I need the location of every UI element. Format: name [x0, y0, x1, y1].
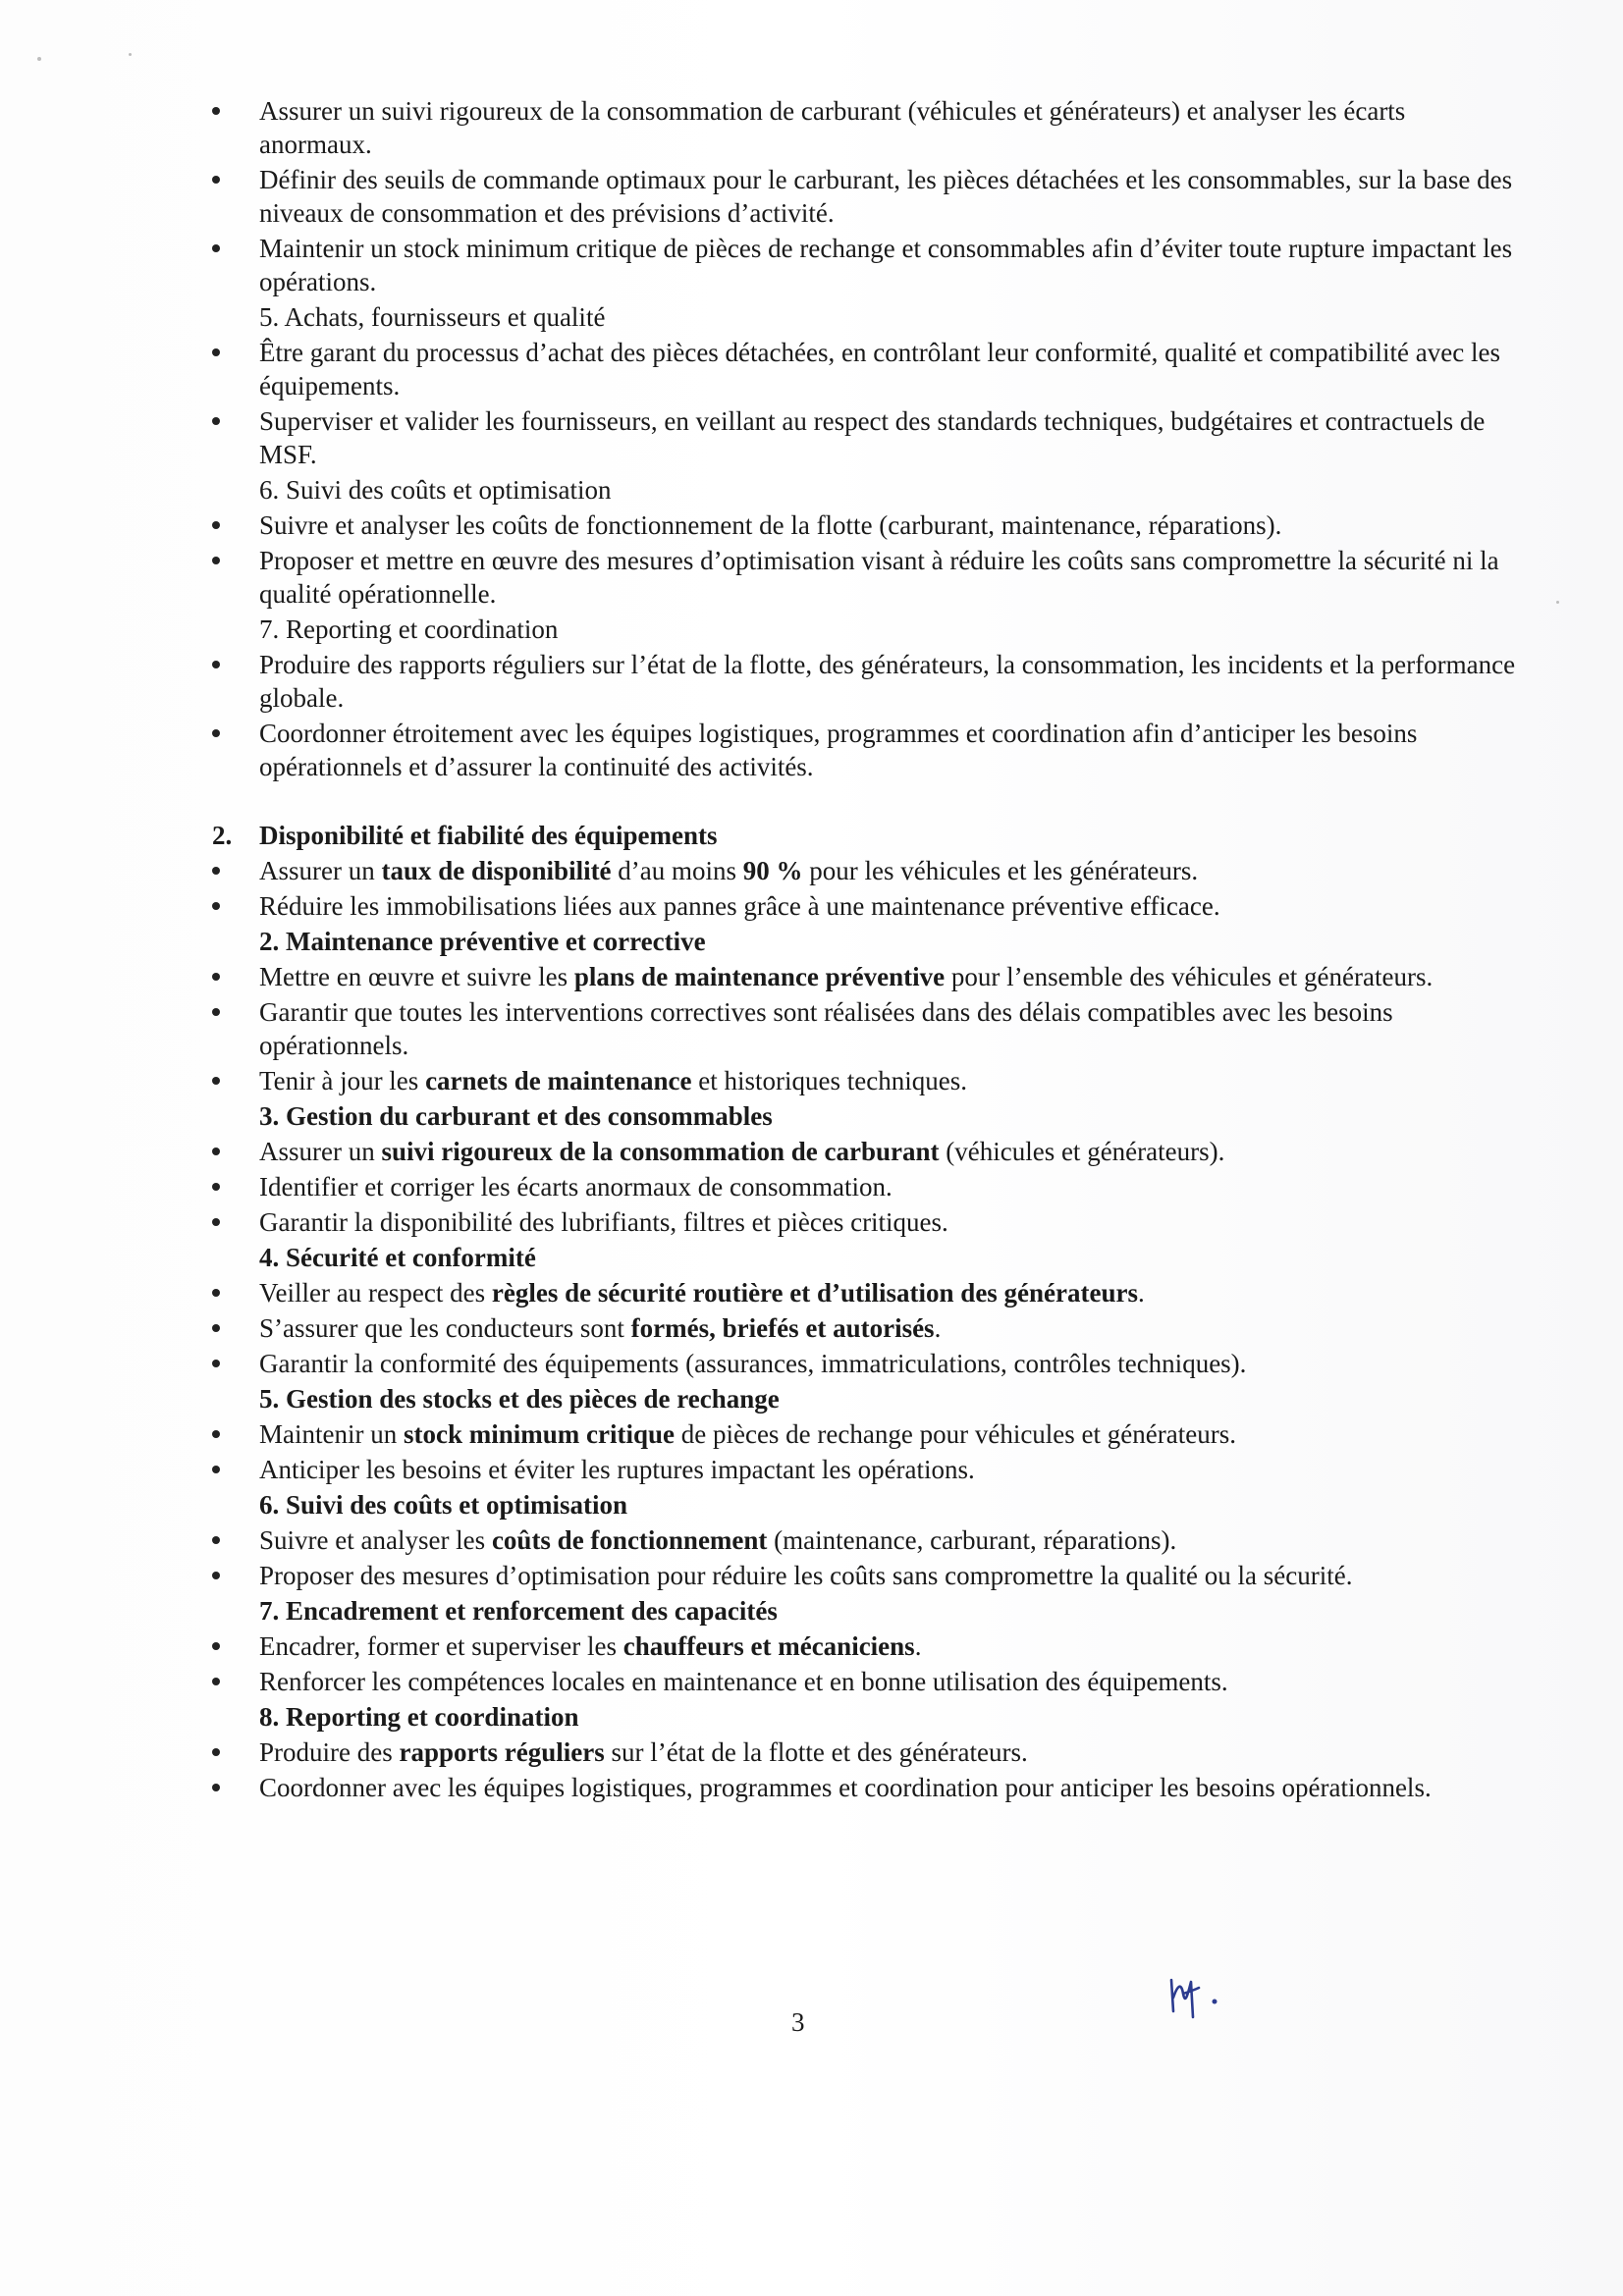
- bullet-item: [212, 1523, 1518, 1557]
- bullet-dot: [212, 1536, 220, 1544]
- subsection-heading: [212, 1594, 1518, 1628]
- bullet-dot: [212, 1784, 220, 1791]
- bullet-item: [212, 960, 1518, 993]
- subsection-heading: [212, 1382, 1518, 1415]
- item-text: Garantir que toutes les interventions correctives sont réalisées dans des délais compatibles avec les besoins opérationnels.: [259, 997, 1393, 1060]
- scan-speck: [1556, 601, 1559, 604]
- bullet-item: [212, 1665, 1518, 1698]
- section-number: 2.: [212, 821, 233, 850]
- item-text: Coordonner avec les équipes logistiques, programmes et coordination pour anticiper les besoins opérationnels.: [259, 1773, 1432, 1802]
- item-text: de pièces de rechange pour véhicules et générateurs.: [674, 1419, 1236, 1449]
- bullet-item: [212, 404, 1518, 471]
- bullet-dot: [212, 1218, 220, 1226]
- bullet-dot: [212, 417, 220, 425]
- item-text: .: [934, 1313, 942, 1343]
- bullet-item: [212, 889, 1518, 923]
- scan-speck: [37, 57, 41, 61]
- emphasis-text: rapports réguliers: [399, 1737, 605, 1767]
- item-text: Produire des rapports réguliers sur l’état de la flotte, des générateurs, la consommation, les incidents et la performance globale.: [259, 650, 1516, 713]
- bullet-dot: [212, 348, 220, 356]
- bullet-item: [212, 995, 1518, 1062]
- bullet-dot: [212, 521, 220, 529]
- bullet-item: [212, 854, 1518, 887]
- item-text: Garantir la conformité des équipements (assurances, immatriculations, contrôles techniques).: [259, 1349, 1247, 1378]
- item-text: Proposer des mesures d’optimisation pour réduire les coûts sans compromettre la qualité ou la sécurité.: [259, 1561, 1353, 1590]
- emphasis-text: 90 %: [742, 856, 803, 885]
- bullet-item: [212, 163, 1518, 230]
- item-text: Assurer un: [259, 1137, 382, 1166]
- section-title: Disponibilité et fiabilité des équipements: [259, 821, 718, 850]
- emphasis-text: suivi rigoureux de la consommation de carburant: [381, 1137, 940, 1166]
- bullet-dot: [212, 1572, 220, 1579]
- subsection-heading: [212, 300, 1518, 334]
- responsibilities-list: [212, 94, 1518, 783]
- bullet-dot: [212, 729, 220, 737]
- bullet-item: [212, 1735, 1518, 1769]
- bullet-item: [212, 717, 1518, 783]
- bullet-item: [212, 1559, 1518, 1592]
- item-text: (maintenance, carburant, réparations).: [767, 1525, 1177, 1555]
- item-text: .: [914, 1631, 922, 1661]
- bullet-item: [212, 232, 1518, 298]
- document-body: [212, 94, 1518, 1806]
- bullet-item: [212, 1771, 1518, 1804]
- bullet-item: [212, 1629, 1518, 1663]
- section-heading: [212, 819, 1518, 852]
- emphasis-text: taux de disponibilité: [381, 856, 612, 885]
- bullet-item: [212, 1347, 1518, 1380]
- item-text: pour l’ensemble des véhicules et générateurs.: [945, 962, 1434, 991]
- emphasis-text: coûts de fonctionnement: [491, 1525, 768, 1555]
- subsection-heading: [212, 1241, 1518, 1274]
- bullet-dot: [212, 1077, 220, 1085]
- item-text: 5. Achats, fournisseurs et qualité: [259, 302, 606, 332]
- bullet-item: [212, 1453, 1518, 1486]
- bullet-item: [212, 508, 1518, 542]
- subsection-heading: [212, 613, 1518, 646]
- bullet-dot: [212, 1289, 220, 1297]
- bullet-dot: [212, 1183, 220, 1191]
- bullet-item: [212, 1417, 1518, 1451]
- subsection-heading: [212, 1488, 1518, 1522]
- item-text: Superviser et valider les fournisseurs, en veillant au respect des standards techniques, budgétaires et contractuels de MSF.: [259, 406, 1486, 469]
- item-text: Assurer un: [259, 856, 382, 885]
- bullet-item: [212, 1064, 1518, 1097]
- item-text: Garantir la disponibilité des lubrifiants, filtres et pièces critiques.: [259, 1207, 948, 1237]
- item-text: d’au moins: [611, 856, 743, 885]
- item-text: Identifier et corriger les écarts anormaux de consommation.: [259, 1172, 893, 1201]
- bullet-item: [212, 1276, 1518, 1309]
- emphasis-text: formés, briefés et autorisés: [630, 1313, 935, 1343]
- bullet-item: [212, 94, 1518, 161]
- item-text: 6. Suivi des coûts et optimisation: [259, 475, 612, 505]
- bullet-dot: [212, 1642, 220, 1650]
- item-text: .: [1138, 1278, 1145, 1308]
- item-text: Suivre et analyser les coûts de fonctionnement de la flotte (carburant, maintenance, réparations).: [259, 510, 1282, 540]
- emphasis-text: plans de maintenance préventive: [573, 962, 946, 991]
- emphasis-text: règles de sécurité routière et d’utilisation des générateurs: [491, 1278, 1139, 1308]
- bullet-dot: [212, 1148, 220, 1155]
- bullet-item: [212, 1135, 1518, 1168]
- item-text: Produire des: [259, 1737, 400, 1767]
- emphasis-text: chauffeurs et mécaniciens: [622, 1631, 915, 1661]
- item-text: et historiques techniques.: [691, 1066, 967, 1095]
- bullet-item: [212, 648, 1518, 715]
- item-text: Maintenir un stock minimum critique de pièces de rechange et consommables afin d’éviter toute rupture impactant les opérations.: [259, 234, 1513, 296]
- bullet-dot: [212, 1678, 220, 1685]
- page-number: 3: [791, 2007, 805, 2037]
- item-text: 7. Encadrement et renforcement des capacités: [259, 1596, 778, 1626]
- bullet-item: [212, 1170, 1518, 1203]
- item-text: Renforcer les compétences locales en maintenance et en bonne utilisation des équipements.: [259, 1667, 1228, 1696]
- bullet-dot: [212, 902, 220, 910]
- bullet-dot: [212, 176, 220, 184]
- subsection-heading: [212, 473, 1518, 507]
- bullet-dot: [212, 867, 220, 875]
- bullet-dot: [212, 1360, 220, 1367]
- item-text: (véhicules et générateurs).: [939, 1137, 1225, 1166]
- item-text: Être garant du processus d’achat des pièces détachées, en contrôlant leur conformité, qualité et compatibilité avec les équipements.: [259, 338, 1500, 400]
- item-text: 2. Maintenance préventive et corrective: [259, 927, 706, 956]
- item-text: Proposer et mettre en œuvre des mesures d’optimisation visant à réduire les coûts sans compromettre la sécurité ni la qualité opérationnelle.: [259, 546, 1499, 609]
- bullet-item: [212, 1205, 1518, 1239]
- item-text: Encadrer, former et superviser les: [259, 1631, 623, 1661]
- item-text: 8. Reporting et coordination: [259, 1702, 579, 1732]
- emphasis-text: carnets de maintenance: [425, 1066, 692, 1095]
- bullet-item: [212, 1311, 1518, 1345]
- item-text: Mettre en œuvre et suivre les: [259, 962, 574, 991]
- item-text: S’assurer que les conducteurs sont: [259, 1313, 631, 1343]
- item-text: 4. Sécurité et conformité: [259, 1243, 536, 1272]
- item-text: Réduire les immobilisations liées aux pannes grâce à une maintenance préventive efficace.: [259, 891, 1220, 921]
- item-text: Veiller au respect des: [259, 1278, 492, 1308]
- bullet-dot: [212, 1430, 220, 1438]
- item-text: 7. Reporting et coordination: [259, 614, 559, 644]
- subsection-heading: [212, 1099, 1518, 1133]
- item-text: Anticiper les besoins et éviter les ruptures impactant les opérations.: [259, 1455, 975, 1484]
- bullet-dot: [212, 973, 220, 981]
- item-text: Coordonner étroitement avec les équipes logistiques, programmes et coordination afin d’anticiper les besoins opérationnels et d’assurer la continuité des activités.: [259, 719, 1418, 781]
- item-text: Assurer un suivi rigoureux de la consommation de carburant (véhicules et générateurs) et analyser les écarts anormaux.: [259, 96, 1406, 159]
- bullet-dot: [212, 1748, 220, 1756]
- bullet-dot: [212, 661, 220, 668]
- objectives-list: [212, 854, 1518, 1804]
- subsection-heading: [212, 925, 1518, 958]
- item-text: pour les véhicules et les générateurs.: [802, 856, 1199, 885]
- item-text: Maintenir un: [259, 1419, 404, 1449]
- item-text: 3. Gestion du carburant et des consommables: [259, 1101, 773, 1131]
- subsection-heading: [212, 1700, 1518, 1734]
- bullet-dot: [212, 557, 220, 564]
- bullet-item: [212, 544, 1518, 611]
- bullet-dot: [212, 1466, 220, 1473]
- bullet-item: [212, 336, 1518, 402]
- emphasis-text: stock minimum critique: [403, 1419, 675, 1449]
- bullet-dot: [212, 244, 220, 252]
- item-text: Tenir à jour les: [259, 1066, 426, 1095]
- bullet-dot: [212, 107, 220, 115]
- item-text: Suivre et analyser les: [259, 1525, 492, 1555]
- item-text: sur l’état de la flotte et des générateurs.: [604, 1737, 1028, 1767]
- item-text: 5. Gestion des stocks et des pièces de rechange: [259, 1384, 780, 1414]
- bullet-dot: [212, 1324, 220, 1332]
- item-text: Définir des seuils de commande optimaux pour le carburant, les pièces détachées et les consommables, sur la base des niveaux de consommation et des prévisions d’activité.: [259, 165, 1513, 228]
- bullet-dot: [212, 1008, 220, 1016]
- scan-speck: [129, 53, 132, 56]
- item-text: 6. Suivi des coûts et optimisation: [259, 1490, 628, 1520]
- handwritten-initials-signature: [1163, 1968, 1237, 2027]
